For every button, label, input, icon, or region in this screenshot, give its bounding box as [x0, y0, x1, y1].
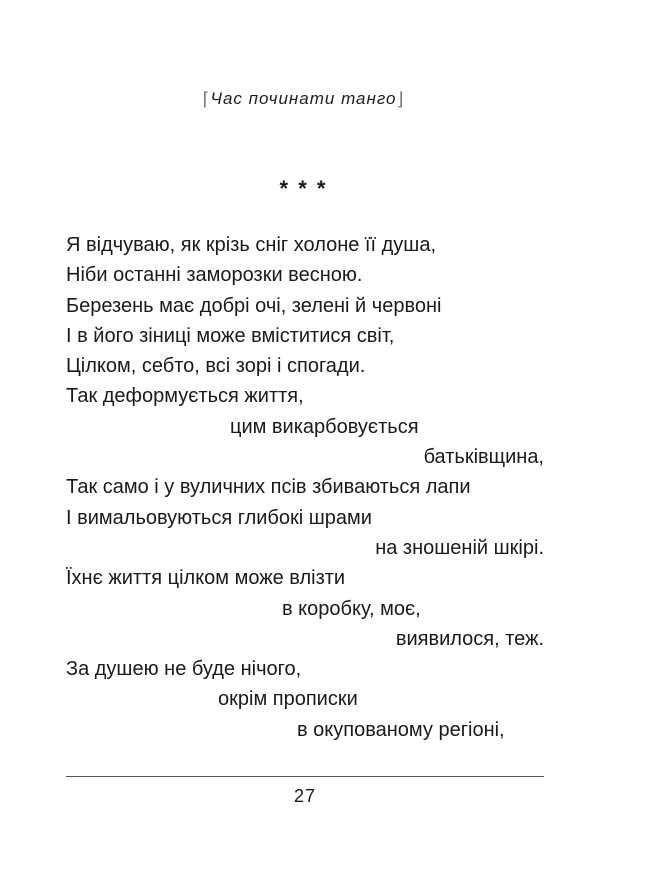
running-head-close-bracket: ⌋	[396, 89, 405, 109]
poem-line: батьківщина,	[423, 446, 544, 469]
poem-line: в окупованому регіоні,	[297, 718, 505, 741]
poem-line: І в його зіниці може вміститися світ,	[66, 324, 395, 347]
poem-line: Я відчуваю, як крізь сніг холоне її душа,	[66, 234, 436, 256]
poem-line: цим викарбовується	[230, 415, 419, 438]
poem-line: в коробку, моє,	[282, 597, 421, 620]
poem-line: Березень має добрі очі, зелені й червоні	[66, 294, 442, 317]
poem-line: окрім прописки	[218, 688, 358, 711]
poem-line: За душею не буде нічого,	[66, 658, 302, 681]
poem-line: Так деформується життя,	[66, 385, 304, 408]
footer-rule	[66, 776, 544, 777]
poem-line: Їхнє життя цілком може влізти	[66, 567, 346, 590]
poem-line: виявилося, теж.	[395, 627, 544, 650]
running-head	[0, 88, 607, 109]
poem-line: Цілком, себто, всі зорі і спогади.	[66, 355, 366, 378]
poem-body	[66, 230, 544, 745]
running-head-title: Час починати танго	[210, 89, 397, 108]
poem-line: І вимальовуються глибокі шрами	[66, 506, 372, 529]
section-ornament: * * *	[279, 176, 328, 201]
page-number: 27	[293, 786, 317, 806]
poem-line: Так само і у вуличних псів збиваються лапи	[66, 476, 471, 499]
running-head-open-bracket: ⌈	[202, 89, 211, 109]
poem-line: Ніби останні заморозки весною.	[66, 264, 363, 287]
poem-line: на зношеній шкірі.	[375, 536, 544, 559]
